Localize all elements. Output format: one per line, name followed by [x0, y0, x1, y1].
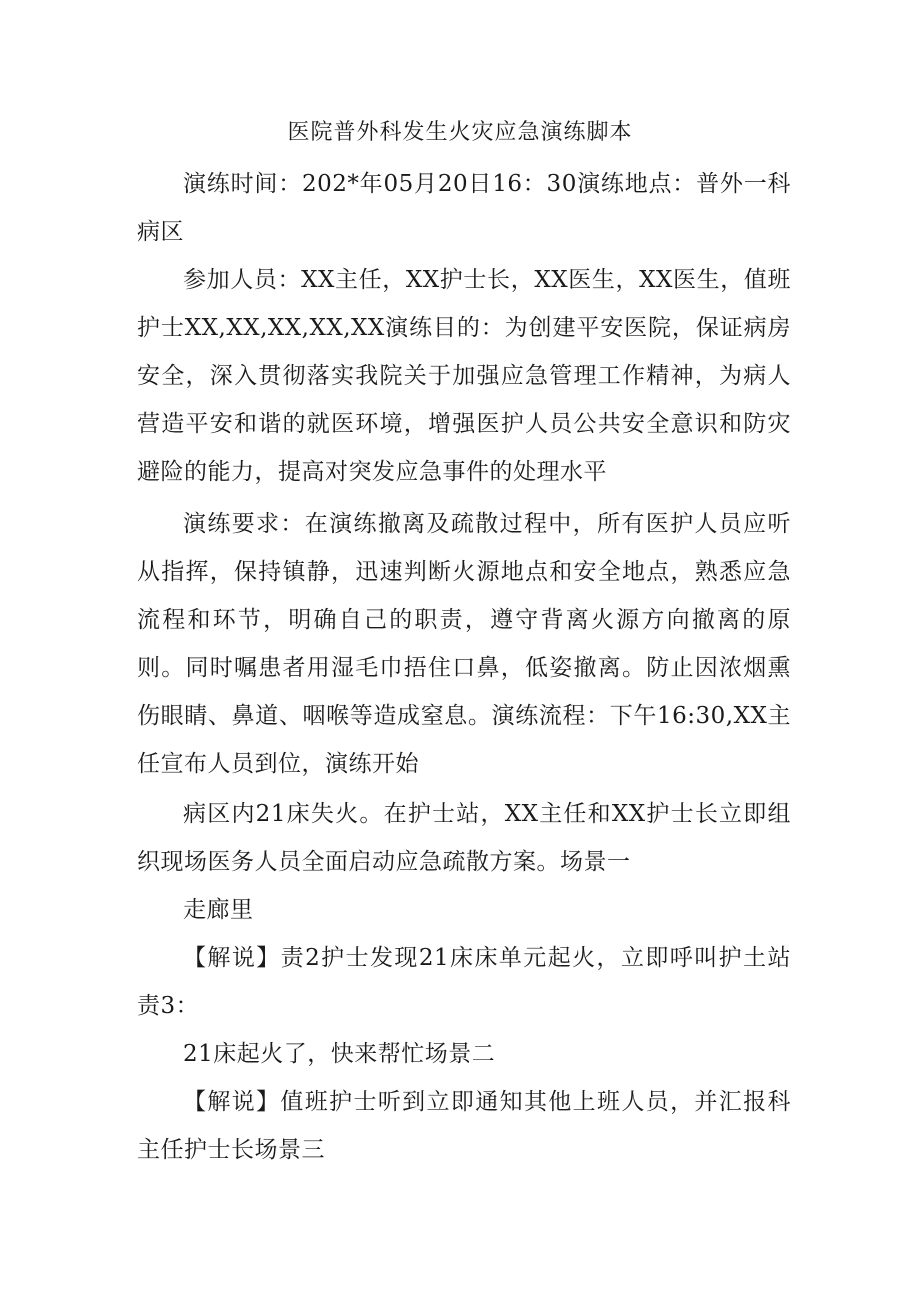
paragraph-drill-time-location: 演练时间：202*年05月20日16：30演练地点：普外一科病区 — [137, 171, 791, 245]
document-title: 医院普外科发生火灾应急演练脚本 — [287, 120, 633, 145]
paragraph-corridor: 走廊里 — [183, 897, 254, 923]
paragraph-participants-purpose: 参加人员：XX主任，XX护士长，XX医生，XX医生，值班护士XX,XX,XX,XX,XX演练目的：为创建平安医院，保证病房安全，深入贯彻落实我院关于加强应急管理工作精神，为病人营造平安和谐的就医环境，增强医护人员公共安全意识和防灾避险的能力，提高对突发应急事件的处理水平 — [137, 267, 791, 485]
paragraph-narration-2: 【解说】值班护士听到立即通知其他上班人员，并汇报科主任护士长场景三 — [137, 1089, 791, 1163]
paragraph-scene-two: 21床起火了，快来帮忙场景二 — [183, 1041, 496, 1067]
paragraph-requirements-process: 演练要求：在演练撤离及疏散过程中，所有医护人员应听从指挥，保持镇静，迅速判断火源地点和安全地点，熟悉应急流程和环节，明确自己的职责，遵守背离火源方向撤离的原则。同时嘱患者用湿毛巾捂住口鼻，低姿撤离。防止因浓烟熏伤眼睛、鼻道、咽喉等造成窒息。演练流程：下午16:30,XX主任宣布人员到位，演练开始 — [137, 511, 791, 777]
paragraph-fire-start: 病区内21床失火。在护士站，XX主任和XX护士长立即组织现场医务人员全面启动应急疏散方案。场景一 — [137, 801, 791, 875]
paragraph-narration-1: 【解说】责2护士发现21床床单元起火，立即呼叫护土站责3： — [137, 945, 791, 1019]
